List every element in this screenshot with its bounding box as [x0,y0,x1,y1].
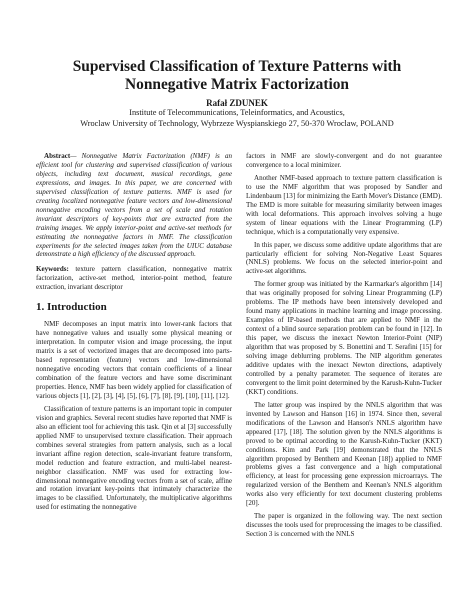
intro-paragraph-2: Classification of texture patterns is an important topic in computer vision and graphics. Several recent studies have reported that NMF is also an efficient tool for achieving this task. Qin et al [3] successfully applied NMF to unsupervised texture classification. Their approach combines several strategies from pattern analysis, such as a local invariant affine region detection, scale-invariant feature transform, model reduction and feature extraction, and multi-label nearest-neighbor classification. NMF was used for extracting low-dimensional nonnegative encoding vectors from a set of scale, affine and rotation invariant key-points that intimately characterize the images to be classified. Unfortunately, the multiplicative algorithms used for estimating the nonnegative [36,404,232,512]
author-block [30,98,444,129]
keywords-text: texture pattern classification, nonnegative matrix factorization, active-set method, interior-point method, feature extraction, invariant descriptor [36,265,233,292]
keywords [36,265,232,292]
section-heading-introduction: 1. Introduction [36,301,107,314]
right-paragraph-4: The former group was initiated by the Karmarkar's algorithm [14] that was originally proposed for solving Linear Programming (LP) problems. The IP methods have been intensively developed and found many applications in machine learning and image processing. Examples of IP-based methods that are applied to NMF in the context of a blind source separation problem can be found in [12]. In this paper, we discuss the inexact Newton Interior-Point (NIP) algorithm that was proposed by S. Bonettini and T. Serafini [15] for solving image deblurring problems. The NIP algorithm generates additive updates with the inexact Newton directions, adaptively controlled by a penalty parameter. The sequence of iterates are convergent to the limit point determined by the Karush-Kuhn-Tucker (KKT) conditions. [246,280,442,396]
abstract-text: Nonnegative Matrix Factorization (NMF) is an efficient tool for clustering and supervised classification of various objects, including text document, musical recordings, gene expressions, and images. In this paper, we are concerned with supervised classification of texture patterns. NMF is used for creating localized nonnegative feature vectors and low-dimensional nonnegative encoding vectors from a set of scale and rotation invariant descriptors of key-points that are extracted from the training images. We apply interior-point and active-set methods for estimating the nonnegative factors in NMF. The classification experiments for the selected images taken from the UIUC database demonstrate a high efficiency of the discussed approach. [36,152,232,259]
right-paragraph-1: factors in NMF are slowly-convergent and do not guarantee convergence to a local minimizer. [246,152,442,169]
keywords-label: Keywords: [36,265,69,274]
intro-paragraph-1: NMF decomposes an input matrix into lower-rank factors that have nonnegative values and usually some physical meaning or interpretation. In computer vision and image processing, the input matrix is a set of vectorized images that are decomposed into parts-based representation (feature) vectors and low-dimensional nonnegative encoding vectors that contain coefficients of a linear combination of the feature vectors and have some discriminant properties. Hence, NMF has been widely applied for classification of various objects [1], [2], [3], [4], [5], [6], [7], [8], [9], [10], [11], [12]. [36,320,232,400]
right-column [246,152,442,539]
abstract-label: Abstract [44,152,71,160]
affiliation-line-2: Wroclaw University of Technology, Wybrzeze Wyspianskiego 27, 50-370 Wroclaw, POLAND [80,118,394,128]
author-name: Rafał ZDUNEK [206,98,268,108]
right-paragraph-2: Another NMF-based approach to texture pattern classification is to use the NMF algorithm that was proposed by Sandler and Lindenbaum [13] for minimizing the Earth Mover's Distance (EMD). The EMD is more suitable for measuring similarity between images with local deformations. This approach involves solving a huge system of linear equations with the Linear Programming (LP) technique, which is a computationally very expensive. [246,173,442,236]
affiliation-line-1: Institute of Telecommunications, Teleinformatics, and Acoustics, [129,108,345,118]
abstract: Abstract— Nonnegative Matrix Factorization (NMF) is an efficient tool for clustering and supervised classification of various objects, including text document, musical recordings, gene expressions, and images. In this paper, we are concerned with supervised classification of texture patterns. NMF is used for creating localized nonnegative feature vectors and low-dimensional nonnegative encoding vectors from a set of scale and rotation invariant descriptors of key-points that are extracted from the training images. We apply interior-point and active-set methods for estimating the nonnegative factors in NMF. The classification experiments for the selected images taken from the UIUC database demonstrate a high efficiency of the discussed approach. [36,152,232,259]
right-paragraph-3: In this paper, we discuss some additive update algorithms that are particularly efficient for solving Non-Negative Least Squares (NNLS) problems. We focus on the selected interior-point and active-set algorithms. [246,240,442,276]
right-paragraph-6: The paper is organized in the following way. The next section discusses the tools used for preprocessing the images to be classified. Section 3 is concerned with the NNLS [246,512,442,539]
paper-title: Supervised Classification of Texture Patterns with Nonnegative Matrix Factorization [72,58,402,93]
left-column [36,152,232,512]
right-paragraph-5: The latter group was inspired by the NNLS algorithm that was invented by Lawson and Hanson [16] in 1974. Since then, several modifications of the Lawson and Hanson's NNLS algorithm have appeared [17], [18]. The solution given by the NNLS algorithms is proved to be optimal according to the Karush-Kuhn-Tucker (KKT) conditions. Kim and Park [19] demonstrated that the NNLS algorithm proposed by Benthem and Keenan [18]) applied to NMF problems gives a fast convergence and a high computational efficiency, at least for processing gene expression microarrays. The regularized version of the Benthem and Keenan's NNLS algorithm works also very efficiently for text document clustering problems [20]. [246,400,442,508]
